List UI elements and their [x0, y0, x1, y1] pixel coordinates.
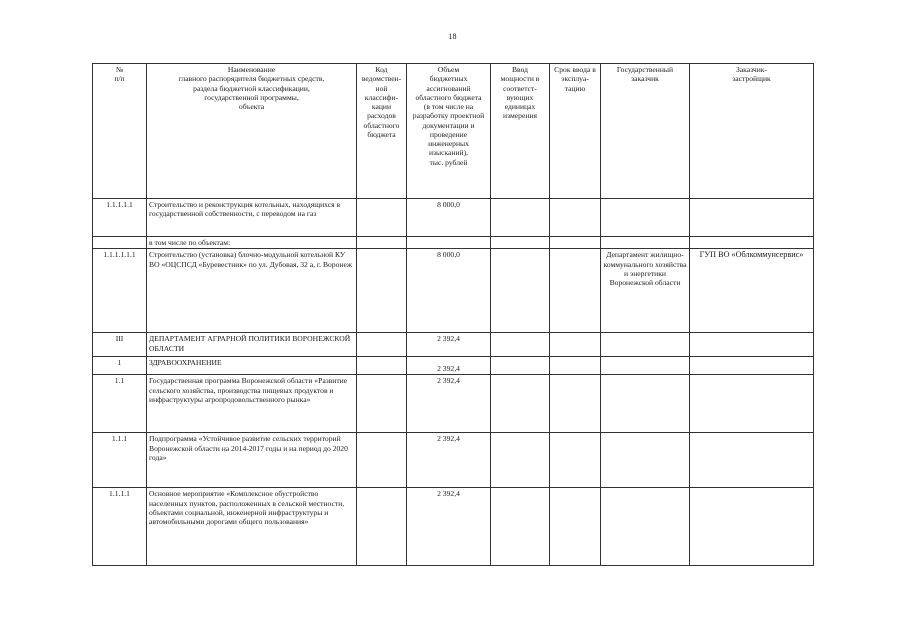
- row-amount: 2 392,4: [407, 488, 491, 566]
- row-term: [550, 333, 601, 357]
- row-amount: 2 392,4: [407, 333, 491, 357]
- header-volume: Объем бюджетных ассигнований областного бюджета (в том числе на разработку проектной документации и проведение инженерных изысканий), тыс. рублей: [407, 64, 491, 199]
- row-developer: [690, 333, 814, 357]
- header-num: № п/п: [93, 64, 147, 199]
- row-developer: ГУП ВО «Облкоммунсервис»: [690, 249, 814, 333]
- row-capacity: [491, 375, 550, 433]
- row-name: Подпрограмма «Устойчивое развитие сельских территорий Воронежской области на 2014-2017 годы и на период до 2020 года»: [147, 433, 357, 488]
- row-code: [357, 237, 407, 249]
- row-term: [550, 199, 601, 237]
- table-row: [93, 249, 814, 333]
- header-term: Срок ввода в эксплуа- тацию: [550, 64, 601, 199]
- table-row: [93, 375, 814, 433]
- row-developer: [690, 375, 814, 433]
- row-developer: [690, 237, 814, 249]
- row-code: [357, 333, 407, 357]
- row-developer: [690, 199, 814, 237]
- table-row: [93, 199, 814, 237]
- row-num: III: [93, 333, 147, 357]
- table-row: [93, 333, 814, 357]
- row-amount: 8 000,0: [407, 199, 491, 237]
- table-row: [93, 488, 814, 566]
- header-customer: Государственный заказчик: [601, 64, 690, 199]
- row-amount: 2 392,4: [407, 433, 491, 488]
- row-name: Строительство (установка) блочно-модульной котельной КУ ВО «ОЦСПСД «Буревестник» по ул. Дубовая, 32 а, г. Воронеж: [147, 249, 357, 333]
- row-name: Основное мероприятие «Комплексное обустройство населенных пунктов, расположенных в сельской местности, объектами социальной, инженерной инфраструктуры и автомобильными дорогами общего пользования»: [147, 488, 357, 566]
- row-code: [357, 488, 407, 566]
- row-amount: 2 392,4: [407, 357, 491, 375]
- row-name: ЗДРАВООХРАНЕНИЕ: [147, 357, 357, 375]
- row-term: [550, 433, 601, 488]
- header-developer: Заказчик- застройщик: [690, 64, 814, 199]
- row-num: 1.1.1.1.1.1: [93, 249, 147, 333]
- row-num: 1.1: [93, 375, 147, 433]
- row-capacity: [491, 488, 550, 566]
- row-amount: [407, 237, 491, 249]
- row-amount: 2 392,4: [407, 375, 491, 433]
- row-capacity: [491, 199, 550, 237]
- row-amount: 8 000,0: [407, 249, 491, 333]
- row-term: [550, 237, 601, 249]
- row-customer: [601, 357, 690, 375]
- row-name: ДЕПАРТАМЕНТ АГРАРНОЙ ПОЛИТИКИ ВОРОНЕЖСКОЙ ОБЛАСТИ: [147, 333, 357, 357]
- row-name: Строительство и реконструкция котельных, находящихся в государственной собственности, с переводом на газ: [147, 199, 357, 237]
- table-row: [93, 433, 814, 488]
- row-developer: [690, 357, 814, 375]
- table-row: [93, 237, 814, 249]
- row-customer: [601, 375, 690, 433]
- row-code: [357, 375, 407, 433]
- row-num: 1.1.1.1.1: [93, 199, 147, 237]
- header-row: [93, 64, 814, 199]
- row-num: [93, 237, 147, 249]
- row-customer: [601, 237, 690, 249]
- row-capacity: [491, 433, 550, 488]
- row-term: [550, 249, 601, 333]
- row-term: [550, 488, 601, 566]
- row-developer: [690, 433, 814, 488]
- row-code: [357, 249, 407, 333]
- row-num: 1: [93, 357, 147, 375]
- row-term: [550, 375, 601, 433]
- row-capacity: [491, 357, 550, 375]
- row-code: [357, 199, 407, 237]
- row-code: [357, 357, 407, 375]
- row-capacity: [491, 333, 550, 357]
- budget-table: [92, 63, 814, 566]
- row-developer: [690, 488, 814, 566]
- row-customer: [601, 333, 690, 357]
- row-customer: [601, 199, 690, 237]
- row-num: 1.1.1: [93, 433, 147, 488]
- row-capacity: [491, 237, 550, 249]
- row-name: в том числе по объектам:: [147, 237, 357, 249]
- table-row: [93, 357, 814, 375]
- row-customer: [601, 433, 690, 488]
- page-number: 18: [448, 32, 457, 41]
- header-code: Код ведомствен- ной классифи- кации расходов областного бюджета: [357, 64, 407, 199]
- row-num: 1.1.1.1: [93, 488, 147, 566]
- row-term: [550, 357, 601, 375]
- row-customer: [601, 488, 690, 566]
- header-name: Наименование главного распорядителя бюджетных средств, раздела бюджетной классификации, государственной программы, объекта: [147, 64, 357, 199]
- row-capacity: [491, 249, 550, 333]
- row-name: Государственная программа Воронежской области «Развитие сельского хозяйства, производства пищевых продуктов и инфраструктуры агропродовольственного рынка»: [147, 375, 357, 433]
- row-code: [357, 433, 407, 488]
- header-capacity: Ввод мощности в соответст- вующих единицах измерения: [491, 64, 550, 199]
- row-customer: Департамент жилищно-коммунального хозяйства и энергетики Воронежской области: [601, 249, 690, 333]
